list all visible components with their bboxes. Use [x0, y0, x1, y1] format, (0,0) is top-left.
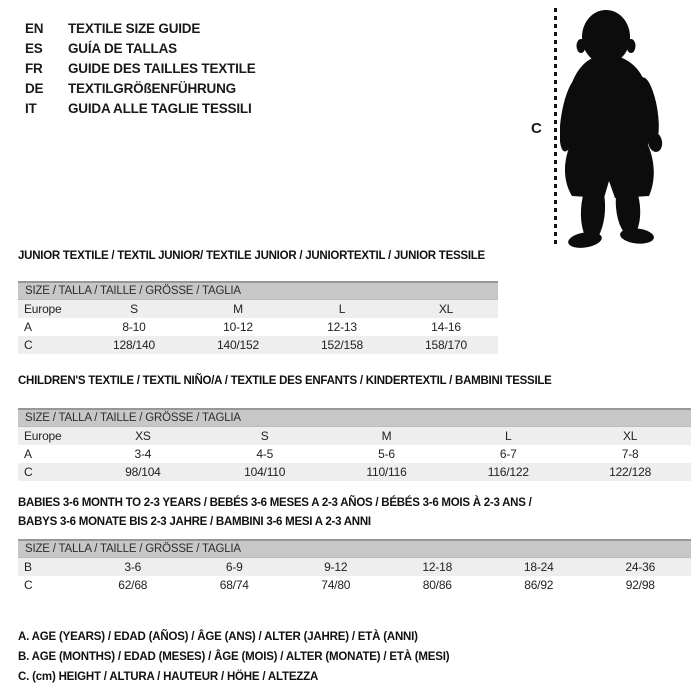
table-cell: 122/128: [609, 465, 652, 479]
table-cell: 3-6: [124, 560, 142, 574]
row-label: A: [24, 447, 32, 461]
size-table: [18, 558, 691, 594]
table-header-bar: SIZE / TALLA / TAILLE / GRÖSSE / TAGLIA: [18, 408, 691, 427]
language-row: [25, 98, 256, 118]
table-cell: 3-4: [134, 447, 152, 461]
table-cell: 62/68: [118, 578, 148, 592]
table-cell: 7-8: [621, 447, 639, 461]
table-cell: 12-13: [327, 320, 357, 334]
row-label: B: [24, 560, 32, 574]
table-cell: S: [130, 302, 138, 316]
language-row: [25, 38, 256, 58]
table-row: [18, 336, 498, 354]
baby-silhouette-icon: [560, 5, 695, 250]
row-label: Europe: [24, 429, 62, 443]
table-cell: 140/152: [217, 338, 259, 352]
table-cell: L: [505, 429, 512, 443]
table-cell: 9-12: [324, 560, 348, 574]
language-list: [25, 18, 256, 118]
row-label: C: [24, 578, 33, 592]
section-title: BABYS 3-6 MONATE BIS 2-3 JAHRE / BAMBINI 3-6 MESI A 2-3 ANNI: [18, 516, 371, 528]
table-row: [18, 558, 691, 576]
table-cell: XL: [438, 302, 454, 316]
language-code: DE: [25, 80, 44, 96]
table-cell: S: [260, 429, 269, 443]
height-measure-line: [554, 8, 557, 246]
size-table-section: [18, 494, 691, 594]
table-cell: XS: [135, 429, 151, 443]
table-cell: 110/116: [366, 465, 407, 479]
size-table: [18, 427, 691, 481]
language-row: [25, 58, 256, 78]
table-cell: XL: [622, 429, 638, 443]
table-row: [18, 576, 691, 594]
size-table: [18, 300, 498, 354]
footnote: B. AGE (MONTHS) / EDAD (MESES) / ÂGE (MOIS) / ALTER (MONATE) / ETÀ (MESI): [18, 651, 450, 663]
table-cell: 116/122: [487, 465, 529, 479]
row-label: C: [24, 465, 33, 479]
footnote: A. AGE (YEARS) / EDAD (AÑOS) / ÂGE (ANS) / ALTER (JAHRE) / ETÀ (ANNI): [18, 631, 418, 643]
language-label: GUIDE DES TAILLES TEXTILE: [68, 60, 256, 76]
table-row: [18, 463, 691, 481]
table-cell: 12-18: [422, 560, 453, 574]
table-row: [18, 445, 691, 463]
table-cell: 4-5: [256, 447, 274, 461]
table-cell: 104/110: [244, 465, 286, 479]
figure-area: [525, 0, 700, 258]
size-table-section: [18, 249, 498, 354]
table-cell: M: [233, 302, 243, 316]
language-label: GUÍA DE TALLAS: [68, 40, 177, 56]
row-label: Europe: [24, 302, 62, 316]
language-label: GUIDA ALLE TAGLIE TESSILI: [68, 100, 252, 116]
table-cell: 5-6: [378, 447, 395, 461]
table-cell: 92/98: [625, 578, 655, 592]
table-header-bar: SIZE / TALLA / TAILLE / GRÖSSE / TAGLIA: [18, 539, 691, 558]
section-title-block: [18, 374, 691, 388]
ear: [627, 39, 636, 53]
table-cell: 98/104: [125, 465, 161, 479]
ear: [577, 39, 586, 53]
table-cell: 6-7: [499, 447, 517, 461]
section-title: CHILDREN'S TEXTILE / TEXTIL NIÑO/A / TEXTILE DES ENFANTS / KINDERTEXTIL / BAMBINI TESSILE: [18, 375, 552, 387]
section-title: BABIES 3-6 MONTH TO 2-3 YEARS / BEBÉS 3-6 MESES A 2-3 AÑOS / BÉBÉS 3-6 MOIS À 2-3 ANS /: [18, 497, 532, 509]
language-row: [25, 18, 256, 38]
language-label: TEXTILE SIZE GUIDE: [68, 20, 201, 36]
table-cell: 18-24: [523, 560, 554, 574]
language-code: IT: [25, 100, 37, 116]
table-cell: 24-36: [625, 560, 656, 574]
table-cell: 68/74: [219, 578, 249, 592]
row-label: C: [24, 338, 33, 352]
footnote: C. (cm) HEIGHT / ALTURA / HAUTEUR / HÖHE / ALTEZZA: [18, 671, 319, 683]
table-cell: 86/92: [524, 578, 554, 592]
height-measure-label: C: [531, 120, 542, 137]
section-title: JUNIOR TEXTILE / TEXTIL JUNIOR/ TEXTILE JUNIOR / JUNIORTEXTIL / JUNIOR TESSILE: [18, 250, 485, 262]
table-cell: M: [381, 429, 392, 443]
table-cell: 8-10: [122, 320, 146, 334]
table-row: [18, 318, 498, 336]
table-cell: 80/86: [422, 578, 452, 592]
table-cell: L: [338, 302, 346, 316]
size-table-section: [18, 374, 691, 481]
language-code: EN: [25, 20, 44, 36]
section-title-block: [18, 249, 498, 263]
language-row: [25, 78, 256, 98]
table-row: [18, 427, 691, 445]
table-header-bar: SIZE / TALLA / TAILLE / GRÖSSE / TAGLIA: [18, 281, 498, 300]
table-cell: 128/140: [113, 338, 155, 352]
language-label: TEXTILGRÖßENFÜHRUNG: [68, 80, 236, 96]
table-cell: 74/80: [321, 578, 351, 592]
language-code: FR: [25, 60, 43, 76]
row-label: A: [24, 320, 32, 334]
table-cell: 152/158: [321, 338, 363, 352]
table-cell: 6-9: [225, 560, 243, 574]
table-cell: 158/170: [425, 338, 467, 352]
section-title-block: [18, 494, 691, 532]
footnotes: [18, 627, 449, 687]
table-cell: 10-12: [223, 320, 253, 334]
table-row: [18, 300, 498, 318]
language-code: ES: [25, 40, 43, 56]
table-cell: 14-16: [431, 320, 461, 334]
